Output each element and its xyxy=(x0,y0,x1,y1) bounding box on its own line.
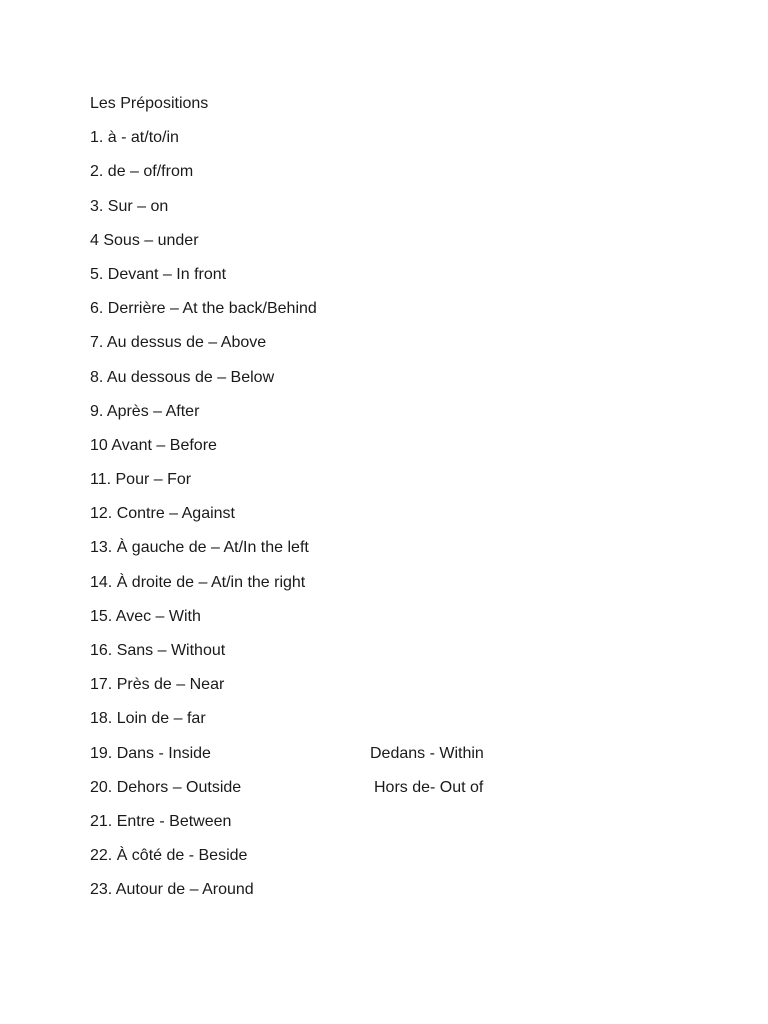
list-item: 12. Contre – Against xyxy=(90,505,235,523)
list-item-extra-dedans: Dedans - Within xyxy=(370,744,484,762)
list-item: 9. Après – After xyxy=(90,402,200,420)
list-item: 5. Devant – In front xyxy=(90,265,227,283)
list-item: 21. Entre - Between xyxy=(90,812,232,830)
list-item: 15. Avec – With xyxy=(90,607,201,625)
list-item: 8. Au dessous de – Below xyxy=(90,368,275,386)
document-body xyxy=(90,93,710,914)
list-item: 13. À gauche de – At/In the left xyxy=(90,539,309,557)
list-item: 6. Derrière – At the back/Behind xyxy=(90,300,317,318)
list-item: 1. à - at/to/in xyxy=(90,129,179,147)
list-item: 20. Dehors – Outside xyxy=(90,778,242,796)
list-item: 17. Près de – Near xyxy=(90,676,225,694)
list-item: 18. Loin de – far xyxy=(90,710,206,728)
document-title: Les Prépositions xyxy=(90,95,209,112)
list-item: 23. Autour de – Around xyxy=(90,881,254,899)
list-item: 14. À droite de – At/in the right xyxy=(90,573,306,591)
list-item-row-19 xyxy=(90,743,710,777)
list-item: 16. Sans – Without xyxy=(90,642,226,659)
list-item: 2. de – of/from xyxy=(90,163,194,181)
list-item: 11. Pour – For xyxy=(90,471,192,489)
list-item: 4 Sous – under xyxy=(90,231,199,249)
list-item: 7. Au dessus de – Above xyxy=(90,334,267,352)
list-item-extra-hors-de: Hors de- Out of xyxy=(374,778,484,796)
list-item: 22. À côté de - Beside xyxy=(90,847,248,865)
list-item: 19. Dans - Inside xyxy=(90,744,211,762)
list-item-row-20 xyxy=(90,777,710,811)
list-item: 10 Avant – Before xyxy=(90,436,217,454)
list-item: 3. Sur – on xyxy=(90,197,169,215)
